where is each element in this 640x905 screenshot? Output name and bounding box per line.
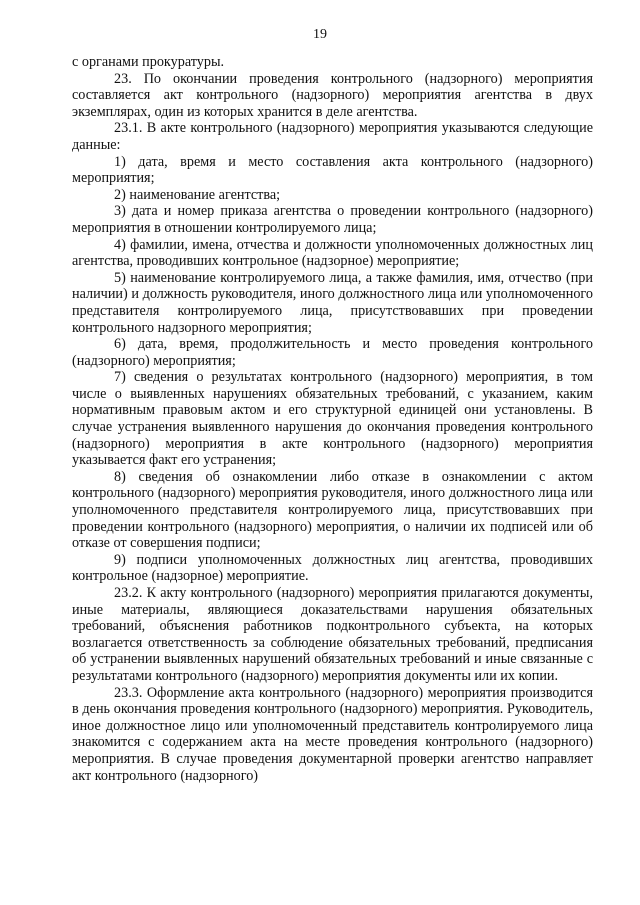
paragraph-item-23-1: 23.1. В акте контрольного (надзорного) мероприятия указываются следующие данные: [72, 120, 593, 153]
list-item-9: 9) подписи уполномоченных должностных лиц агентства, проводивших контрольное (надзорное) мероприятие. [72, 551, 593, 585]
list-item-7: 7) сведения о результатах контрольного (надзорного) мероприятия, в том числе о выявленных нарушениях обязательных требований, с указанием, каким нормативным правовым актом и его структурной единицей они установлены. В случае устранения выявленного нарушения до окончания проведения контрольного (надзорного) мероприятия в акте контрольного (надзорного) мероприятия указывается факт его устранения; [72, 369, 593, 469]
paragraph-item-23-2: 23.2. К акту контрольного (надзорного) мероприятия прилагаются документы, иные материалы, являющиеся доказательствами нарушения обязательных требований, объяснения работников подконтрольного субъекта, на которых возлагается ответственность за соблюдение обязательных требований, предписания об устранении выявленных нарушений обязательных требований и иные связанные с результатами контрольного (надзорного) мероприятия документы или их копии. [72, 585, 593, 684]
list-item-4: 4) фамилии, имена, отчества и должности уполномоченных должностных лиц агентства, проводивших контрольное (надзорное) мероприятие; [72, 236, 593, 270]
list-item-3: 3) дата и номер приказа агентства о проведении контрольного (надзорного) мероприятия в отношении контролируемого лица; [72, 203, 593, 236]
paragraph-item-23-3: 23.3. Оформление акта контрольного (надзорного) мероприятия производится в день окончания проведения контрольного (надзорного) мероприятия. Руководитель, иное должностное лицо или уполномоченный представитель контролируемого лица знакомится с содержанием акта на месте проведения контрольного (надзорного) мероприятия. В случае проведения документарной проверки агентство направляет акт контрольного (надзорного) [72, 684, 593, 784]
document-body [72, 54, 593, 784]
paragraph-continuation: с органами прокуратуры. [72, 54, 225, 70]
list-item-8: 8) сведения об ознакомлении либо отказе в ознакомлении с актом контрольного (надзорного) мероприятия руководителя, иного должностного лица или уполномоченного представителя контролируемого лица, присутствовавших при проведении контрольного (надзорного) мероприятия, о наличии их подписей или об отказе от совершения подписи; [72, 468, 593, 552]
paragraph-item-23: 23. По окончании проведения контрольного (надзорного) мероприятия составляется акт контрольного (надзорного) мероприятия агентства в двух экземплярах, один из которых хранится в деле агентства. [72, 70, 593, 120]
list-item-5: 5) наименование контролируемого лица, а также фамилия, имя, отчество (при наличии) и должность руководителя, иного должностного лица или уполномоченного представителя контролируемого лица, присутствовавших при проведении контрольного надзорного мероприятия; [72, 269, 593, 336]
page-number: 19 [313, 27, 327, 42]
list-item-1: 1) дата, время и место составления акта контрольного (надзорного) мероприятия; [72, 153, 593, 187]
list-item-6: 6) дата, время, продолжительность и место проведения контрольного (надзорного) мероприятия; [72, 336, 593, 369]
list-item-2: 2) наименование агентства; [114, 186, 281, 203]
